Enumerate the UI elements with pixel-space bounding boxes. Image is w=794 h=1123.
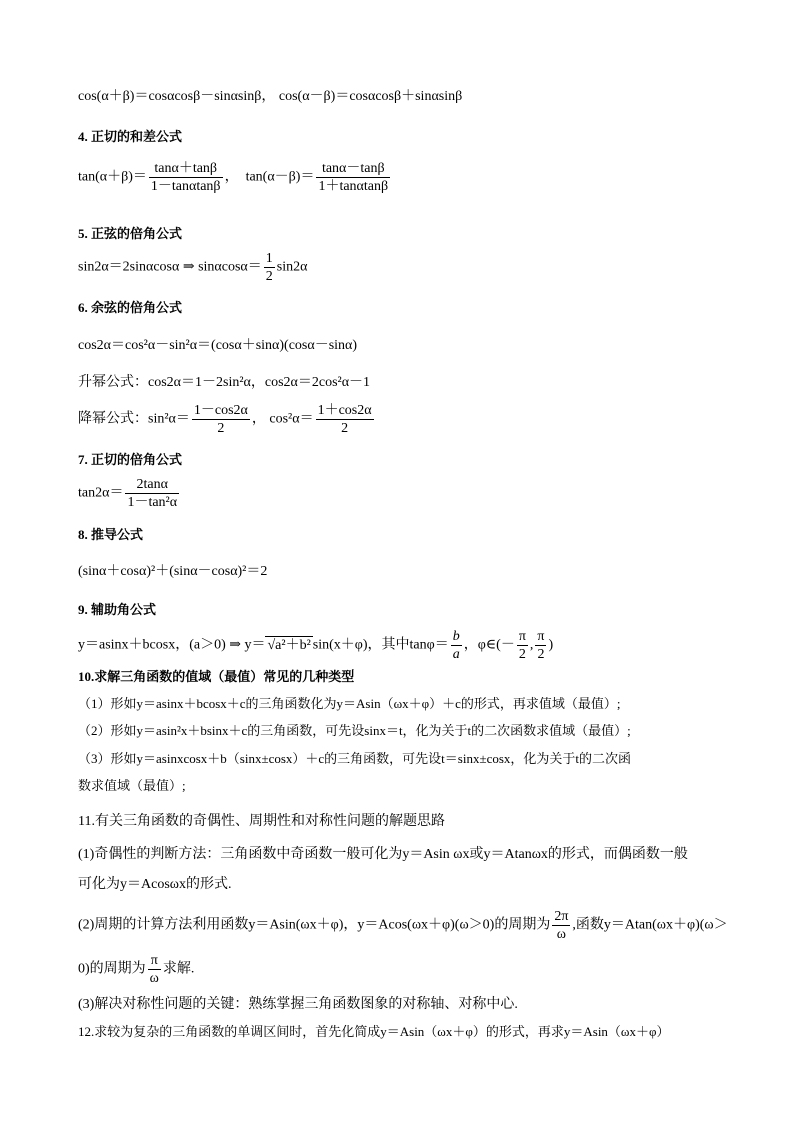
section11-p3: (3)解决对称性问题的关键：熟练掌握三角函数图象的对称轴、对称中心. <box>78 997 518 1012</box>
section11-p2a <box>78 908 728 943</box>
aux-comma: , <box>529 637 534 653</box>
sin-double-tail: sin2α <box>276 259 308 275</box>
tan-double-fraction <box>125 476 179 511</box>
auxiliary-angle-formula <box>78 628 553 663</box>
period2-text-post: 求解. <box>162 961 195 977</box>
period-text-pre: (2)周期的计算方法利用函数y＝Asin(ωx＋φ)，y＝Acos(ωx＋φ)(ω＞0)的周期为 <box>78 917 551 933</box>
tan-double-lhs: tan2α＝ <box>78 485 124 501</box>
section10-item-2: （2）形如y＝asin²x＋bsinx＋c的三角函数，可先设sinx＝t，化为关于t的二次函数求值域（最值）; <box>78 723 631 738</box>
tan-sum-lhs: tan(α＋β)＝ <box>78 169 147 185</box>
aux-sqrt: √a²＋b² <box>267 637 311 653</box>
aux-denominator: a <box>452 647 460 662</box>
half-denominator: 2 <box>265 269 273 284</box>
aux-two-2: 2 <box>537 647 545 662</box>
heading-11: 11.有关三角函数的奇偶性、周期性和对称性问题的解题思路 <box>78 814 445 829</box>
raise-formula: cos2α＝1－2sin²α，cos2α＝2cos²α－1 <box>148 375 371 390</box>
heading-6: 6. 余弦的倍角公式 <box>78 300 183 315</box>
separator: ， <box>261 89 276 104</box>
cos-diff: cos(α－β)＝cosαcosβ＋sinαsinβ <box>278 89 463 104</box>
lower-denominator-1: 2 <box>217 421 225 436</box>
tan-sum-numerator: tanα＋tanβ <box>149 160 223 178</box>
section11-p1b: 可化为y＝Acosωx的形式. <box>78 877 232 892</box>
period-numerator-2: π <box>148 952 161 970</box>
period-text-post: ,函数y＝Atan(ωx＋φ)(ω＞ <box>572 917 728 933</box>
tan-sum-denominator: 1－tanαtanβ <box>150 179 221 194</box>
aux-pi-2: π <box>537 629 545 644</box>
lower-numerator-1: 1－cos2α <box>193 403 248 418</box>
period-numerator-1: 2π <box>554 909 569 924</box>
heading-5: 5. 正弦的倍角公式 <box>78 226 183 241</box>
lower-numerator-2: 1＋cos2α <box>317 403 372 418</box>
tan-sum-fraction <box>149 160 223 195</box>
period-fraction-1 <box>552 908 570 943</box>
tan-double-formula <box>78 476 181 511</box>
sin-double-formula <box>78 250 307 285</box>
heading-9: 9. 辅助角公式 <box>78 602 157 617</box>
lower-lhs-1: sin²α＝ <box>148 411 190 427</box>
period2-text-pre: 0)的周期为 <box>78 961 146 977</box>
period-denominator-1: ω <box>556 927 566 942</box>
aux-pi-fraction-2 <box>535 628 546 663</box>
cos-double-formula: cos2α＝cos²α－sin²α＝(cosα＋sinα)(cosα－sinα) <box>78 338 358 353</box>
lower-lhs-2: cos²α＝ <box>269 411 314 427</box>
raise-label: 升幂公式： <box>78 375 148 390</box>
heading-4: 4. 正切的和差公式 <box>78 129 183 144</box>
aux-root: a²＋b² <box>275 637 311 653</box>
half-numerator: 1 <box>265 251 273 266</box>
heading-8: 8. 推导公式 <box>78 527 144 542</box>
lower-fraction-1 <box>192 402 250 437</box>
aux-pi-fraction-1 <box>517 628 528 663</box>
cos-sum: cos(α＋β)＝cosαcosβ－sinαsinβ <box>78 89 262 104</box>
period-denominator-2: ω <box>149 971 159 986</box>
section12-line: 12.求较为复杂的三角函数的单调区间时，首先化简成y＝Asin（ωx＋φ）的形式，再求y＝Asin（ωx＋φ） <box>78 1024 670 1039</box>
tan-diff-denominator: 1＋tanαtanβ <box>318 179 389 194</box>
cos-sum-diff-formula <box>78 88 462 106</box>
aux-two-1: 2 <box>518 647 526 662</box>
section10-item-3a: （3）形如y＝asinxcosx＋b（sinx±cosx）＋c的三角函数，可先设t＝sinx±cosx，化为关于t的二次函 <box>78 751 632 766</box>
lower-denominator-2: 2 <box>341 421 349 436</box>
aux-pi-1: π <box>518 629 526 644</box>
heading-10: 10.求解三角函数的值域（最值）常见的几种类型 <box>78 669 355 684</box>
separator: ， <box>224 169 239 185</box>
tan-double-numerator: 2tanα <box>125 476 179 494</box>
half-fraction <box>264 250 275 285</box>
lower-fraction-2 <box>316 402 374 437</box>
section10-item-3b: 数求值域（最值）; <box>78 778 186 793</box>
section11-p1a: (1)奇偶性的判断方法：三角函数中奇函数一般可化为y＝Asin ωx或y＝Atanωx的形式，而偶函数一般 <box>78 847 688 862</box>
raise-power-formula <box>78 374 370 392</box>
aux-numerator: b <box>452 629 460 644</box>
tan-sum-diff-formula <box>78 160 392 195</box>
lower-label: 降幂公式： <box>78 411 148 427</box>
section11-p2b <box>78 952 194 987</box>
aux-main: y＝asinx＋bcosx，(a＞0) ⇒ y＝ <box>78 637 266 653</box>
aux-close: ) <box>548 637 554 653</box>
aux-range: ，φ∈(－ <box>463 637 515 653</box>
separator: ， <box>251 411 266 427</box>
aux-after: sin(x＋φ)，其中tanφ＝ <box>312 637 449 653</box>
derived-formula: (sinα＋cosα)²＋(sinα－cosα)²＝2 <box>78 564 268 579</box>
period-fraction-2 <box>148 952 161 987</box>
tan-diff-numerator: tanα－tanβ <box>316 160 390 178</box>
tan-double-denominator: 1－tan²α <box>127 495 178 510</box>
sin-double-main: sin2α＝2sinαcosα ⇒ sinαcosα＝ <box>78 259 262 275</box>
heading-7: 7. 正切的倍角公式 <box>78 452 183 467</box>
lower-power-formula <box>78 402 376 437</box>
aux-ba-fraction <box>451 628 462 663</box>
section10-item-1: （1）形如y＝asinx＋bcosx＋c的三角函数化为y＝Asin（ωx＋φ）＋c的形式，再求值域（最值）; <box>78 696 621 711</box>
tan-diff-lhs: tan(α－β)＝ <box>245 169 315 185</box>
tan-diff-fraction <box>316 160 390 195</box>
